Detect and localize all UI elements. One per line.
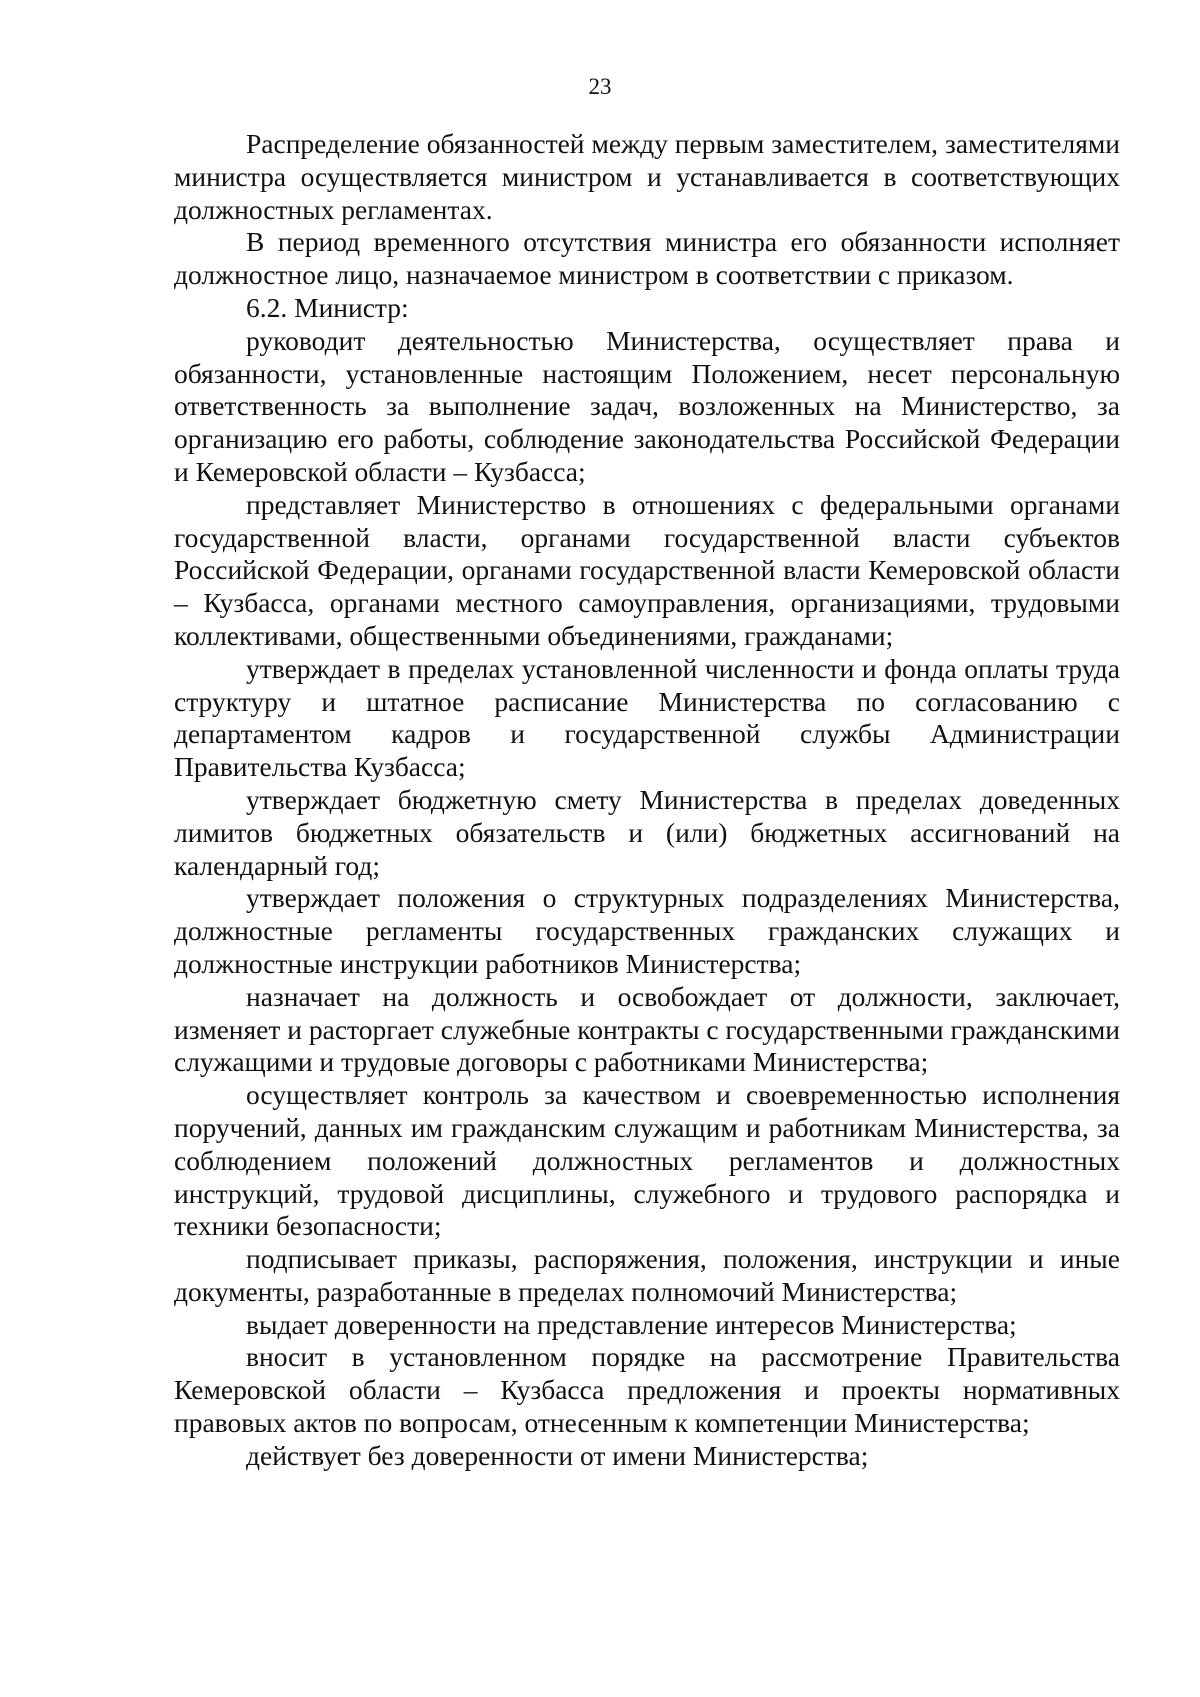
paragraph-temporary-absence: В период временного отсутствия министра его обязанности исполняет должностное лицо, назначаемое министром в соответствии с приказом. — [174, 226, 1120, 291]
section-heading-6-2: 6.2. Министр: — [246, 291, 409, 323]
paragraph-approves-budget: утверждает бюджетную смету Министерства в пределах доведенных лимитов бюджетных обязательств и (или) бюджетных ассигнований на календарный год; — [174, 783, 1120, 881]
paragraph-submits-proposals: вносит в установленном порядке на рассмотрение Правительства Кемеровской области – Кузбасса предложения и проекты нормативных правовых актов по вопросам, отнесенным к компетенции Министерства; — [174, 1341, 1120, 1439]
paragraph-issues-powers-of-attorney: выдает доверенности на представление интересов Министерства; — [246, 1308, 1017, 1340]
paragraph-signs-orders: подписывает приказы, распоряжения, положения, инструкции и иные документы, разработанные в пределах полномочий Министерства; — [174, 1243, 1120, 1307]
paragraph-appoints-dismisses: назначает на должность и освобождает от должности, заключает, изменяет и расторгает служебные контракты с государственными гражданскими служащими и трудовые договоры с работниками Министерства; — [174, 980, 1120, 1078]
paragraph-represents-ministry: представляет Министерство в отношениях с федеральными органами государственной власти, органами государственной власти субъектов Российской Федерации, органами государственной власти Кемеровской области – Кузбасса, органами местного самоуправления, организациями, трудовыми коллективами, общественными объединениями, гражданами; — [174, 488, 1120, 651]
page-number: 23 — [588, 74, 612, 99]
paragraph-approves-regulations: утверждает положения о структурных подразделениях Министерства, должностные регламенты государственных гражданских служащих и должностные инструкции работников Министерства; — [174, 882, 1120, 979]
paragraph-manages-activity: руководит деятельностью Министерства, осуществляет права и обязанности, установленные настоящим Положением, несет персональную ответственность за выполнение задач, возложенных на Министерство, за организацию его работы, соблюдение законодательства Российской Федерации и Кемеровской области – Кузбасса; — [174, 324, 1120, 487]
paragraph-duties-distribution: Распределение обязанностей между первым заместителем, заместителями министра осуществляется министром и устанавливается в соответствующих должностных регламентах. — [174, 128, 1120, 225]
paragraph-approves-structure: утверждает в пределах установленной численности и фонда оплаты труда структуру и штатное расписание Министерства по согласованию с департаментом кадров и государственной службы Администрации Правительства Кузбасса; — [174, 652, 1120, 783]
paragraph-acts-without-power-of-attorney: действует без доверенности от имени Министерства; — [246, 1439, 869, 1471]
paragraph-controls-execution: осуществляет контроль за качеством и своевременностью исполнения поручений, данных им гражданским служащим и работникам Министерства, за соблюдением положений должностных регламентов и должностных инструкций, трудовой дисциплины, служебного и трудового распорядка и техники безопасности; — [174, 1079, 1120, 1242]
document-body — [174, 128, 1120, 1473]
